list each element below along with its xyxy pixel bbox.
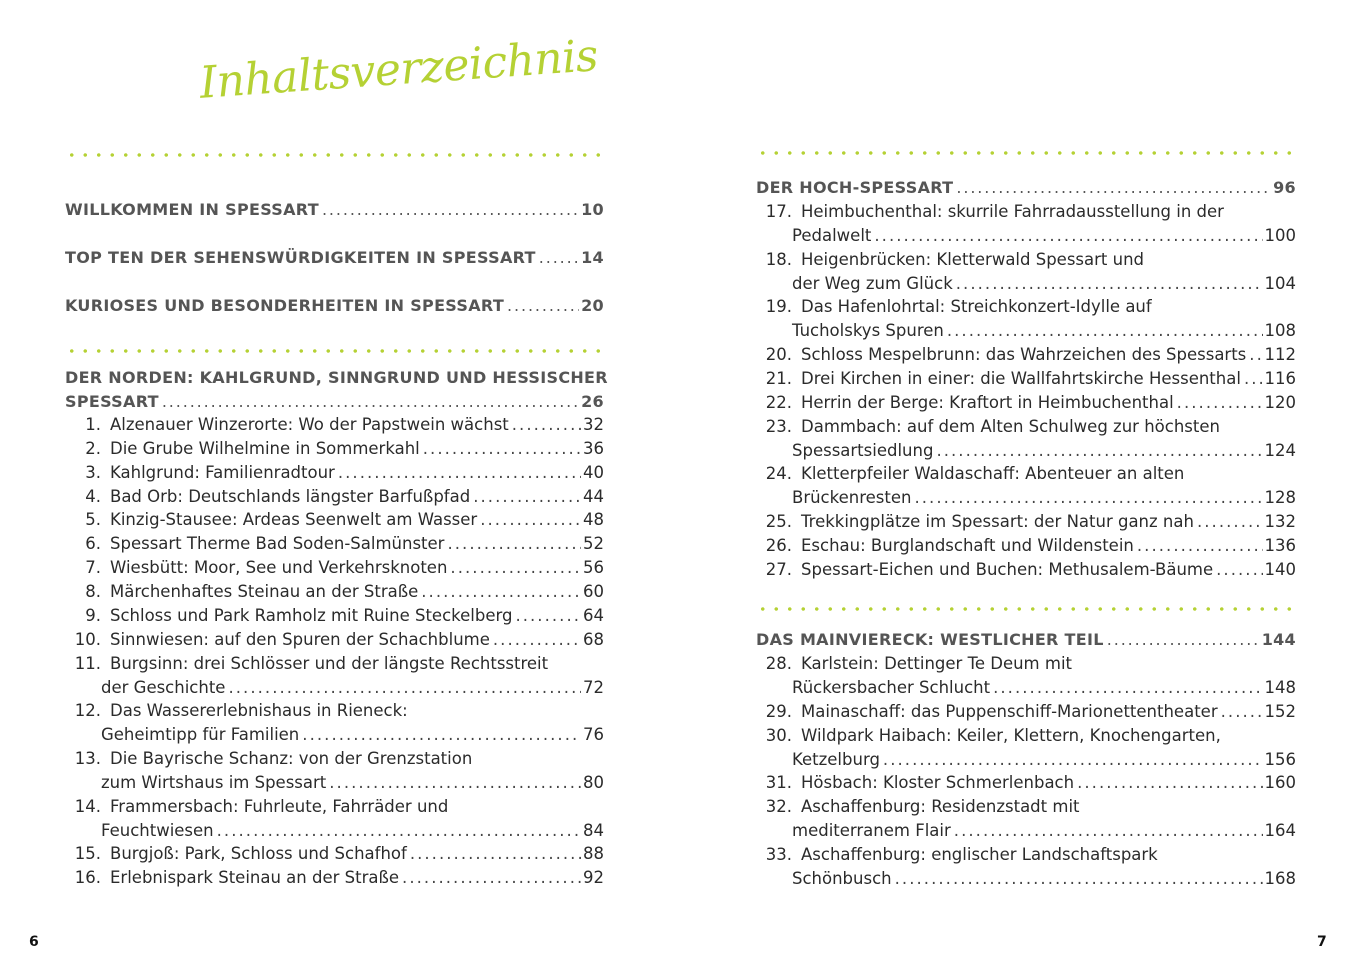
leader-dots [1194,512,1263,531]
leader-dots [1074,773,1262,792]
page-ref: 56 [583,558,604,578]
section-title: DER NORDEN: KAHLGRUND, SINNGRUND UND HESSISCHER [65,368,608,387]
leader-dots [509,415,581,434]
toc-entry[interactable] [756,417,1296,465]
leader-dots [1241,369,1263,388]
toc-title: Inhaltsverzeichnis [198,30,600,109]
leader-dots [420,439,581,458]
section-title: DER HOCH-SPESSART [756,178,954,197]
entry-title: Karlstein: Dettinger Te Deum mit [801,654,1072,673]
leader-dots [1174,393,1263,412]
entry-title: Herrin der Berge: Kraftort in Heimbuchenthal [801,392,1174,412]
toc-entry[interactable] [65,463,604,487]
intro-section-item[interactable] [65,248,604,272]
entry-number: 17. [765,202,792,221]
page-number: 6 [29,934,39,950]
entry-number: 29. [765,701,792,721]
page-ref: 76 [583,725,604,745]
page-ref: 136 [1264,535,1296,555]
page-ref: 48 [583,510,604,530]
page-ref: 84 [583,820,604,840]
toc-entry[interactable] [756,512,1296,536]
entry-title: Hösbach: Kloster Schmerlenbach [801,773,1075,793]
entry-title: Bad Orb: Deutschlands längster Barfußpfad [110,486,471,506]
page-ref: 152 [1264,701,1296,721]
entry-title: Sinnwiesen: auf den Spuren der Schachblume [110,629,490,649]
toc-entry[interactable] [756,702,1296,726]
toc-entry[interactable] [65,439,604,463]
toc-entry[interactable] [65,868,604,892]
leader-dots [299,725,581,744]
page-ref: 96 [1273,178,1296,197]
toc-entry[interactable] [65,415,604,439]
toc-entry[interactable] [65,510,604,534]
page-ref: 104 [1264,273,1296,293]
entry-number: 1. [85,415,101,434]
leader-dots [880,750,1263,769]
leader-dots [951,821,1263,840]
dotted-divider [65,153,604,157]
page-ref: 68 [583,629,604,649]
entry-title: Burgjoß: Park, Schloss und Schafhof [110,844,407,864]
page-ref: 80 [583,772,604,792]
entry-title: Märchenhaftes Steinau an der Straße [110,581,419,601]
entry-title-cont: der Geschichte [101,677,226,697]
leader-dots [911,488,1262,507]
page-ref: 148 [1264,678,1296,697]
page-ref: 112 [1264,345,1296,365]
entry-number: 4. [85,486,101,506]
entry-title: Aschaffenburg: Residenzstadt mit [801,797,1080,817]
entry-number: 33. [765,844,792,864]
leader-dots [933,441,1262,460]
entry-number: 21. [765,368,792,388]
leader-dots [512,606,581,625]
leader-dots [1134,536,1263,555]
entry-title: Kahlgrund: Familienradtour [110,462,335,482]
intro-section-item[interactable] [65,296,604,320]
page-ref: 60 [583,581,604,601]
entry-number: 13. [74,748,101,768]
entry-number: 27. [765,559,792,579]
entry-title-cont: Tucholskys Spuren [792,321,944,341]
section-title: KURIOSES UND BESONDERHEITEN IN SPESSART [65,296,505,315]
page-ref: 168 [1264,868,1296,888]
leader-dots [335,463,581,482]
page-ref: 132 [1264,512,1296,532]
toc-entry[interactable] [756,773,1296,797]
entry-title: Erlebnispark Steinau an der Straße [110,868,400,888]
entry-number: 22. [765,392,792,412]
page-ref: 144 [1261,630,1296,649]
section-hoch-spessart[interactable] [756,178,1296,202]
entry-title: Eschau: Burglandschaft und Wildenstein [801,535,1134,555]
leader-dots [470,487,581,506]
entry-number: 16. [74,868,101,888]
page-ref: 108 [1264,321,1296,341]
page-ref: 26 [581,392,604,411]
toc-entry[interactable] [65,749,604,797]
entry-number: 7. [85,558,101,578]
leader-dots [990,678,1262,697]
entry-title: Kinzig-Stausee: Ardeas Seenwelt am Wasser [110,510,478,530]
toc-entry[interactable] [65,487,604,511]
toc-entry[interactable] [65,701,604,749]
page-ref: 52 [583,534,604,554]
toc-entry[interactable] [756,654,1296,702]
entry-number: 15. [74,844,101,864]
toc-entry[interactable] [756,797,1296,845]
toc-entry[interactable] [65,630,604,654]
entry-title: Kletterpfeiler Waldaschaff: Abenteuer an alten [801,464,1185,484]
leader-dots [1213,560,1262,579]
entry-number: 12. [74,701,101,721]
section-title: DAS MAINVIERECK: WESTLICHER TEIL [756,630,1104,649]
page-ref: 160 [1264,773,1296,793]
toc-entry[interactable] [65,534,604,558]
page-ref: 32 [583,415,604,434]
page-ref: 36 [583,438,604,458]
leader-dots [447,558,581,577]
entry-number: 19. [765,297,792,317]
section-title: TOP TEN DER SEHENSWÜRDIGKEITEN IN SPESSART [65,248,536,267]
leader-dots [214,821,581,840]
section-title: WILLKOMMEN IN SPESSART [65,200,319,219]
entry-title: Drei Kirchen in einer: die Wallfahrtskirche Hessenthal [801,368,1241,388]
entry-number: 14. [74,796,101,816]
entry-number: 24. [765,464,792,484]
toc-entry[interactable] [756,845,1296,893]
leader-dots [477,510,581,529]
entry-title: Wildpark Haibach: Keiler, Klettern, Knochengarten, [801,725,1221,745]
entry-title-cont: Feuchtwiesen [101,820,214,840]
page-ref: 10 [581,200,604,219]
entry-title: Das Hafenlohrtal: Streichkonzert-Idylle auf [801,297,1152,317]
page-ref: 20 [581,296,604,315]
toc-entry[interactable] [756,297,1296,345]
entry-number: 23. [765,416,792,436]
entry-title-cont: Brückenresten [792,488,912,508]
leader-dots [490,630,581,649]
entry-title-cont: Rückersbacher Schlucht [792,678,991,697]
entry-number: 28. [765,654,792,673]
entry-title: Trekkingplätze im Spessart: der Natur ganz nah [801,512,1194,532]
entry-number: 31. [765,773,792,793]
leader-dots [444,534,581,553]
entry-title: Heimbuchenthal: skurrile Fahrradausstellung in der [801,202,1224,221]
entry-number: 10. [74,629,101,649]
leader-dots [418,582,581,601]
entry-title: Heigenbrücken: Kletterwald Spessart und [801,249,1145,269]
entry-number: 30. [765,725,792,745]
entry-title: Burgsinn: drei Schlösser und der längste Rechtsstreit [110,653,549,673]
entry-title-cont: Schönbusch [792,868,892,888]
entry-title: Wiesbütt: Moor, See und Verkehrsknoten [110,558,448,578]
entry-title-cont: Spessartsiedlung [792,440,934,460]
dotted-divider [65,349,604,353]
entry-title: Mainaschaff: das Puppenschiff-Marionettentheater [801,701,1218,721]
page-ref: 124 [1264,440,1296,460]
entry-title-cont: zum Wirtshaus im Spessart [101,772,327,792]
page-ref: 40 [583,462,604,482]
toc-entry[interactable] [756,250,1296,298]
right-page [679,0,1358,974]
entry-title: Spessart-Eichen und Buchen: Methusalem-Bäume [801,559,1214,579]
toc-entry[interactable] [756,393,1296,417]
leader-dots [871,226,1262,245]
page-ref: 72 [583,677,604,697]
page-ref: 140 [1264,559,1296,579]
entry-number: 3. [85,462,101,482]
entry-title: Schloss Mespelbrunn: das Wahrzeichen des Spessarts [801,345,1247,365]
page-ref: 92 [583,868,604,888]
entry-title: Frammersbach: Fuhrleute, Fahrräder und [110,796,449,816]
leader-dots [944,321,1263,340]
leader-dots [407,844,581,863]
page-ref: 44 [583,486,604,506]
entry-number: 6. [85,534,101,554]
page-ref: 128 [1264,488,1296,508]
entry-number: 32. [765,797,792,817]
page-ref: 156 [1264,749,1296,769]
entry-number: 8. [85,581,101,601]
toc-entry[interactable] [65,654,604,702]
page-ref: 100 [1264,226,1296,245]
dotted-divider [756,151,1296,155]
toc-entry[interactable] [756,464,1296,512]
page-ref: 14 [581,248,604,267]
toc-entry[interactable] [65,797,604,845]
entry-number: 25. [765,512,792,532]
entry-number: 2. [85,438,101,458]
section-title-cont: SPESSART [65,392,159,411]
toc-entry[interactable] [756,369,1296,393]
entry-title: Die Grube Wilhelmine in Sommerkahl [110,438,420,458]
entry-number: 5. [85,510,101,530]
page-ref: 116 [1264,368,1296,388]
entry-title-cont: mediterranem Flair [792,821,951,841]
page-ref: 120 [1264,392,1296,412]
entry-number: 11. [74,653,101,673]
leader-dots [953,274,1263,293]
dotted-divider [756,607,1296,611]
toc-entry[interactable] [756,536,1296,560]
leader-dots [536,248,579,267]
leader-dots [326,773,581,792]
entry-number: 18. [765,249,792,269]
toc-entry[interactable] [756,345,1296,369]
toc-entry[interactable] [756,726,1296,774]
toc-entry[interactable] [65,844,604,868]
page-ref: 88 [583,844,604,864]
intro-section-item[interactable] [65,200,604,224]
leader-dots [225,678,581,697]
page-ref: 164 [1264,821,1296,841]
entry-title: Das Wassererlebnishaus in Rieneck: [110,701,408,721]
entry-number: 20. [765,345,792,365]
entry-title: Alzenauer Winzerorte: Wo der Papstwein wächst [110,415,509,434]
entry-title: Dammbach: auf dem Alten Schulweg zur höchsten [801,416,1220,436]
entry-number: 9. [85,605,101,625]
toc-entry[interactable] [65,582,604,606]
leader-dots [1218,702,1263,721]
leader-dots [1246,345,1262,364]
entry-title-cont: Ketzelburg [792,749,880,769]
page-ref: 64 [583,605,604,625]
section-norden[interactable] [65,368,608,416]
section-mainviereck[interactable] [756,630,1296,654]
toc-entry[interactable] [65,606,604,630]
leader-dots [399,868,581,887]
entry-title: Schloss und Park Ramholz mit Ruine Steckelberg [110,605,513,625]
toc-entry[interactable] [756,560,1296,584]
entry-title: Spessart Therme Bad Soden-Salmünster [110,534,445,554]
page-number: 7 [1317,934,1327,950]
entry-title-cont: Pedalwelt [792,226,872,245]
entry-title: Die Bayrische Schanz: von der Grenzstation [110,748,473,768]
entry-number: 26. [765,535,792,555]
entry-title-cont: Geheimtipp für Familien [101,725,300,745]
entry-title-cont: der Weg zum Glück [792,273,953,293]
leader-dots [504,296,579,315]
leader-dots [892,869,1263,888]
toc-entry[interactable] [65,558,604,582]
toc-entry[interactable] [756,202,1296,250]
entry-title: Aschaffenburg: englischer Landschaftspark [801,844,1158,864]
leader-dots [319,200,579,219]
